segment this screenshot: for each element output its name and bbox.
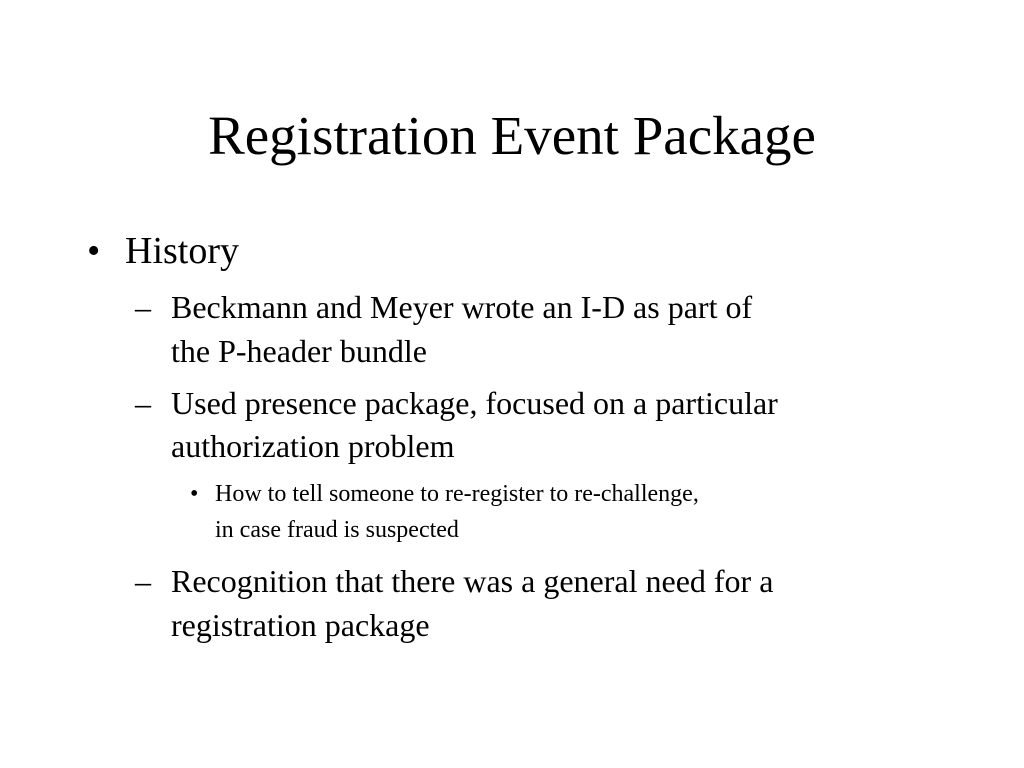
sub-bullet-text-line: Used presence package, focused on a particular	[171, 385, 778, 421]
dash-icon: –	[135, 563, 151, 599]
slide-title: Registration Event Package	[208, 105, 816, 166]
bullet-text: History	[125, 230, 239, 272]
sub-bullet-text-line: Recognition that there was a general need for a	[171, 563, 774, 599]
sub-bullet-text-line: authorization problem	[171, 428, 455, 464]
bullet-dot-icon: •	[190, 481, 199, 507]
sub-sub-bullet-text-line: How to tell someone to re-register to re-challenge,	[215, 481, 699, 507]
sub-sub-bullet-text-line: in case fraud is suspected	[215, 517, 459, 543]
dash-icon: –	[135, 289, 151, 325]
bullet-dot-icon: •	[87, 230, 101, 272]
dash-icon: –	[135, 385, 151, 421]
sub-bullet-text-line: the P-header bundle	[171, 333, 427, 369]
sub-bullet-text-line: registration package	[171, 607, 430, 643]
sub-bullet-text-line: Beckmann and Meyer wrote an I-D as part of	[171, 289, 753, 325]
